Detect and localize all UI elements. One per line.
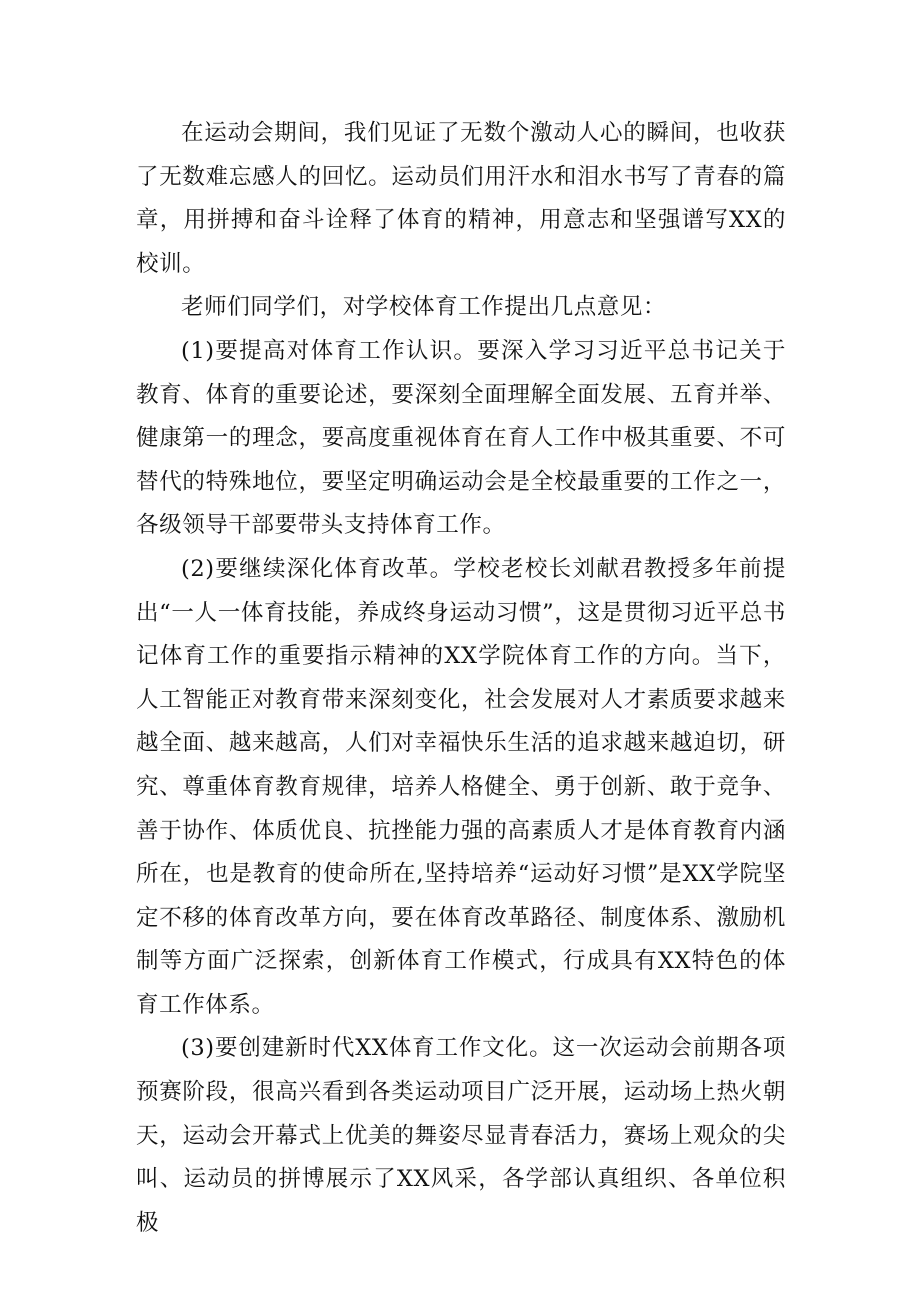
paragraph-opinions-intro: 老师们同学们，对学校体育工作提出几点意见： xyxy=(181,294,667,321)
document-body xyxy=(136,112,786,1245)
paragraph-point-1: (1)要提高对体育工作认识。要深入学习习近平总书记关于教育、体育的重要论述，要深刻全面理解全面发展、五育并举、健康第一的理念，要高度重视体育在育人工作中极其重要、不可替代的特殊地位，要坚定明确运动会是全校最重要的工作之一，各级领导干部要带头支持体育工作。 xyxy=(136,337,786,539)
paragraph-point-2: (2)要继续深化体育改革。学校老校长刘献君教授多年前提出“一人一体育技能，养成终身运动习惯”，这是贯彻习近平总书记体育工作的重要指示精神的XX学院体育工作的方向。当下，人工智能正对教育带来深刻变化，社会发展对人才素质要求越来越全面、越来越高，人们对幸福快乐生活的追求越来越迫切，研究、尊重体育教育规律，培养人格健全、勇于创新、敢于竞争、善于协作、体质优良、抗挫能力强的高素质人才是体育教育内涵所在，也是教育的使命所在,坚持培养“运动好习惯”是XX学院坚定不移的体育改革方向，要在体育改革路径、制度体系、激励机制等方面广泛探索，创新体育工作模式，行成具有XX特色的体育工作体系。 xyxy=(136,555,786,1018)
paragraph-sports-meet-memories: 在运动会期间，我们见证了无数个激动人心的瞬间，也收获了无数难忘感人的回忆。运动员们用汗水和泪水书写了青春的篇章，用拼搏和奋斗诠释了体育的精神，用意志和坚强谱写XX的校训。 xyxy=(136,120,786,277)
paragraph-point-3: (3)要创建新时代XX体育工作文化。这一次运动会前期各项预赛阶段，很高兴看到各类运动项目广泛开展，运动场上热火朝天，运动会开幕式上优美的舞姿尽显青春活力，赛场上观众的尖叫、运动员的拼博展示了XX风采，各学部认真组织、各单位积极 xyxy=(136,1035,786,1236)
